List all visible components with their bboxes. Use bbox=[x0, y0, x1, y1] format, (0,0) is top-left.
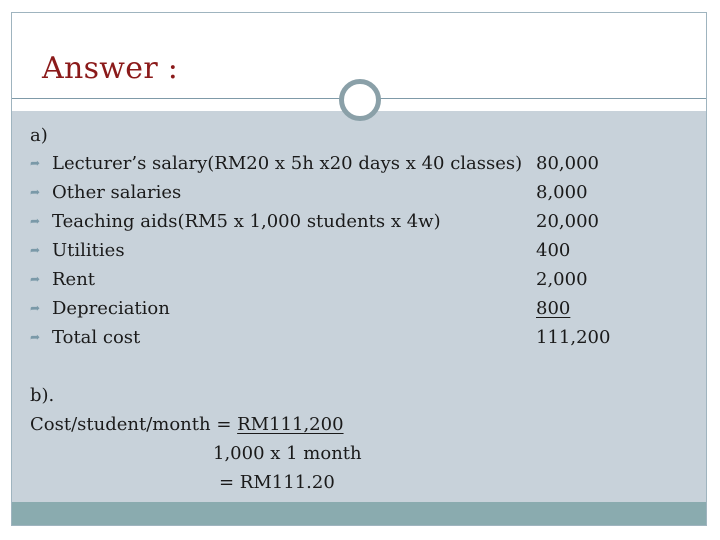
item-label: Depreciation bbox=[52, 298, 170, 319]
list-item bbox=[30, 327, 140, 351]
item-amount: 20,000 bbox=[536, 211, 599, 232]
list-item bbox=[30, 269, 95, 293]
item-label: Lecturer’s salary(RM20 x 5h x20 days x 40 classes) bbox=[52, 153, 523, 174]
formula-numerator: RM111,200 bbox=[237, 414, 344, 435]
slide-title: Answer : bbox=[42, 51, 179, 86]
part-a-label: a) bbox=[30, 125, 48, 146]
item-label: Other salaries bbox=[52, 182, 182, 203]
list-item bbox=[30, 298, 170, 322]
part-b-label: b). bbox=[30, 385, 55, 406]
circle-ornament-icon bbox=[339, 79, 381, 121]
list-item bbox=[30, 240, 125, 264]
item-amount: 80,000 bbox=[536, 153, 599, 174]
formula-line bbox=[30, 414, 344, 435]
formula-result: = RM111.20 bbox=[219, 472, 335, 493]
item-label: Utilities bbox=[52, 240, 125, 261]
total-amount: 111,200 bbox=[536, 327, 611, 348]
curved-bullet-icon: ➦ bbox=[30, 213, 41, 228]
item-amount: 800 bbox=[536, 298, 571, 319]
curved-bullet-icon: ➦ bbox=[30, 329, 41, 344]
item-amount: 400 bbox=[536, 240, 571, 261]
curved-bullet-icon: ➦ bbox=[30, 242, 41, 257]
list-item bbox=[30, 211, 441, 235]
formula-denominator: 1,000 x 1 month bbox=[213, 443, 362, 464]
item-label: Teaching aids(RM5 x 1,000 students x 4w) bbox=[52, 211, 441, 232]
formula-prefix: Cost/student/month = bbox=[30, 414, 238, 435]
item-label: Rent bbox=[52, 269, 96, 290]
curved-bullet-icon: ➦ bbox=[30, 155, 41, 170]
curved-bullet-icon: ➦ bbox=[30, 271, 41, 286]
list-item bbox=[30, 153, 522, 177]
item-amount: 2,000 bbox=[536, 269, 588, 290]
item-label: Total cost bbox=[52, 327, 141, 348]
bottom-bar bbox=[12, 502, 706, 525]
curved-bullet-icon: ➦ bbox=[30, 300, 41, 315]
item-amount: 8,000 bbox=[536, 182, 588, 203]
curved-bullet-icon: ➦ bbox=[30, 184, 41, 199]
list-item bbox=[30, 182, 181, 206]
